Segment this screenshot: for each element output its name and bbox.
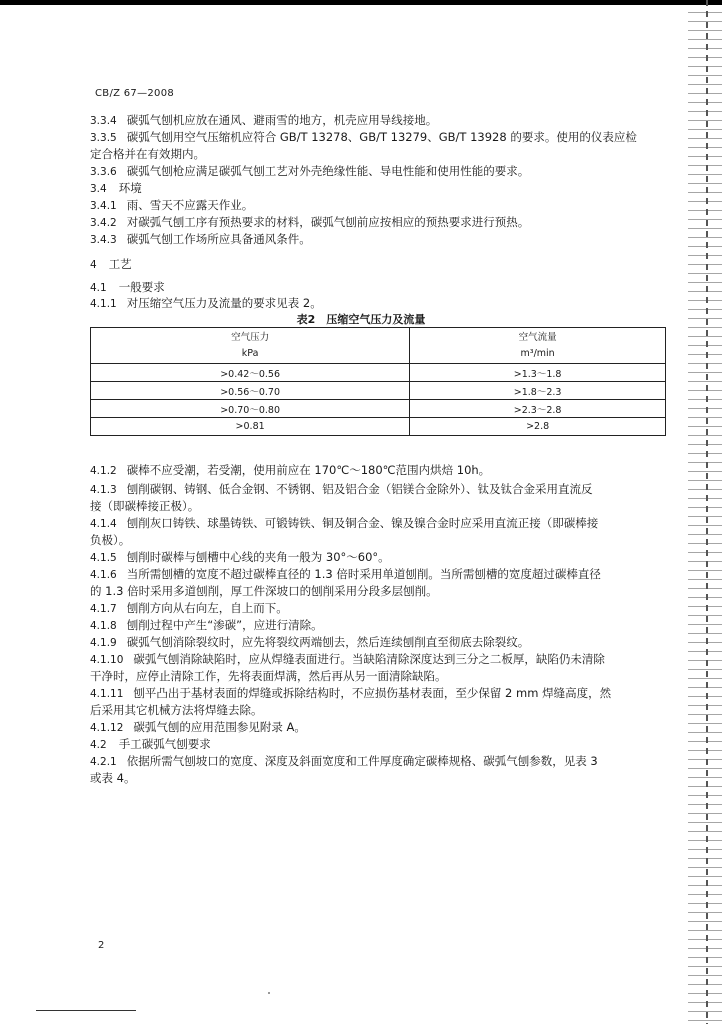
- clause-4-1-4: 4.1.4 刨削灰口铸铁、球墨铸铁、可锻铸铁、铜及铜合金、镍及镍合金时应采用直流正接（即碳棒接: [90, 516, 599, 530]
- clause-4-1-11-cont: 后采用其它机械方法将焊缝去除。: [90, 703, 263, 717]
- table-row: [91, 418, 666, 436]
- pressure-flow-table: [90, 327, 666, 436]
- clause-4-1-7: 4.1.7 刨削方向从右向左，自上而下。: [90, 601, 288, 615]
- clause-4-1-4-cont: 负极）。: [90, 533, 131, 547]
- clause-4-1-6: 4.1.6 当所需刨槽的宽度不超过碳棒直径的 1.3 倍时采用单道刨削。当所需刨槽的宽度超过碳棒直径: [90, 567, 601, 581]
- clause-4-1-12: 4.1.12 碳弧气刨的应用范围参见附录 A。: [90, 720, 306, 734]
- clause-4-1-6-cont: 的 1.3 倍时采用多道刨削，厚工件深坡口的刨削采用分段多层刨削。: [90, 584, 438, 598]
- table-cell: >0.81: [91, 418, 410, 436]
- scan-speck: [268, 992, 270, 994]
- clause-4-1-5: 4.1.5 刨削时碳棒与刨槽中心线的夹角一般为 30°～60°。: [90, 550, 390, 564]
- clause-4-2-1: 4.2.1 依据所需气刨坡口的宽度、深度及斜面宽度和工件厚度确定碳棒规格、碳弧气刨参数，见表 3: [90, 754, 598, 768]
- chapter-4-heading: 4 工艺: [90, 257, 132, 271]
- page-number: 2: [98, 940, 105, 951]
- clause-4-1-3: 4.1.3 刨削碳钢、铸钢、低合金钢、不锈钢、铝及铝合金（铝镁合金除外）、钛及钛合金采用直流反: [90, 482, 593, 496]
- table-header-flow: 空气流量 m³/min: [410, 328, 666, 364]
- table-header-pressure: 空气压力 kPa: [91, 328, 410, 364]
- footer-rule: [36, 1010, 136, 1011]
- clause-3-3-5: 3.3.5 碳弧气刨用空气压缩机应符合 GB/T 13278、GB/T 13279、GB/T 13928 的要求。使用的仪表应检: [90, 130, 637, 144]
- clause-4-1-1: 4.1.1 对压缩空气压力及流量的要求见表 2。: [90, 296, 322, 310]
- clause-4-2-1-cont: 或表 4。: [90, 771, 136, 785]
- section-3-4-heading: 3.4 环境: [90, 181, 142, 195]
- clause-4-1-9: 4.1.9 碳弧气刨消除裂纹时，应先将裂纹两端刨去，然后连续刨削直至彻底去除裂纹。: [90, 635, 530, 649]
- clause-3-3-5-cont: 定合格并在有效期内。: [90, 147, 205, 161]
- clause-4-1-8: 4.1.8 刨削过程中产生“渗碳”，应进行清除。: [90, 618, 323, 632]
- table-cell: >1.8～2.3: [410, 382, 666, 400]
- clause-3-4-3: 3.4.3 碳弧气刨工作场所应具备通风条件。: [90, 232, 311, 246]
- table-caption: 表2 压缩空气压力及流量: [296, 313, 426, 326]
- clause-3-3-4: 3.3.4 碳弧气刨机应放在通风、避雨雪的地方，机壳应用导线接地。: [90, 113, 438, 127]
- table-cell: >2.8: [410, 418, 666, 436]
- clause-4-1-2: 4.1.2 碳棒不应受潮，若受潮，使用前应在 170℃～180℃范围内烘焙 10h。: [90, 463, 491, 477]
- table-cell: >1.3～1.8: [410, 364, 666, 382]
- table-row: [91, 400, 666, 418]
- clause-4-1-3-cont: 接（即碳棒接正极）。: [90, 499, 200, 513]
- table-cell: >0.42～0.56: [91, 364, 410, 382]
- scan-top-border: [0, 0, 722, 5]
- table-row: [91, 382, 666, 400]
- clause-3-3-6: 3.3.6 碳弧气刨枪应满足碳弧气刨工艺对外壳绝缘性能、导电性能和使用性能的要求。: [90, 164, 530, 178]
- clause-4-1-11: 4.1.11 刨平凸出于基材表面的焊缝或拆除结构时，不应损伤基材表面，至少保留 2 mm 焊缝高度，然: [90, 686, 612, 700]
- table-cell: >2.3～2.8: [410, 400, 666, 418]
- clause-4-1-10-cont: 干净时，应停止清除工作，先将表面焊满，然后再从另一面清除缺陷。: [90, 669, 447, 683]
- clause-3-4-2: 3.4.2 对碳弧气刨工序有预热要求的材料，碳弧气刨前应按相应的预热要求进行预热。: [90, 215, 530, 229]
- scan-right-edge: [688, 0, 722, 1024]
- section-4-2-heading: 4.2 手工碳弧气刨要求: [90, 737, 211, 751]
- table-row: [91, 364, 666, 382]
- standard-code: CB/Z 67—2008: [95, 88, 175, 99]
- clause-4-1-10: 4.1.10 碳弧气刨消除缺陷时，应从焊缝表面进行。当缺陷清除深度达到三分之二板厚，缺陷仍未清除: [90, 652, 605, 666]
- table-cell: >0.70～0.80: [91, 400, 410, 418]
- table-cell: >0.56～0.70: [91, 382, 410, 400]
- section-4-1-heading: 4.1 一般要求: [90, 280, 165, 294]
- clause-3-4-1: 3.4.1 雨、雪天不应露天作业。: [90, 198, 254, 212]
